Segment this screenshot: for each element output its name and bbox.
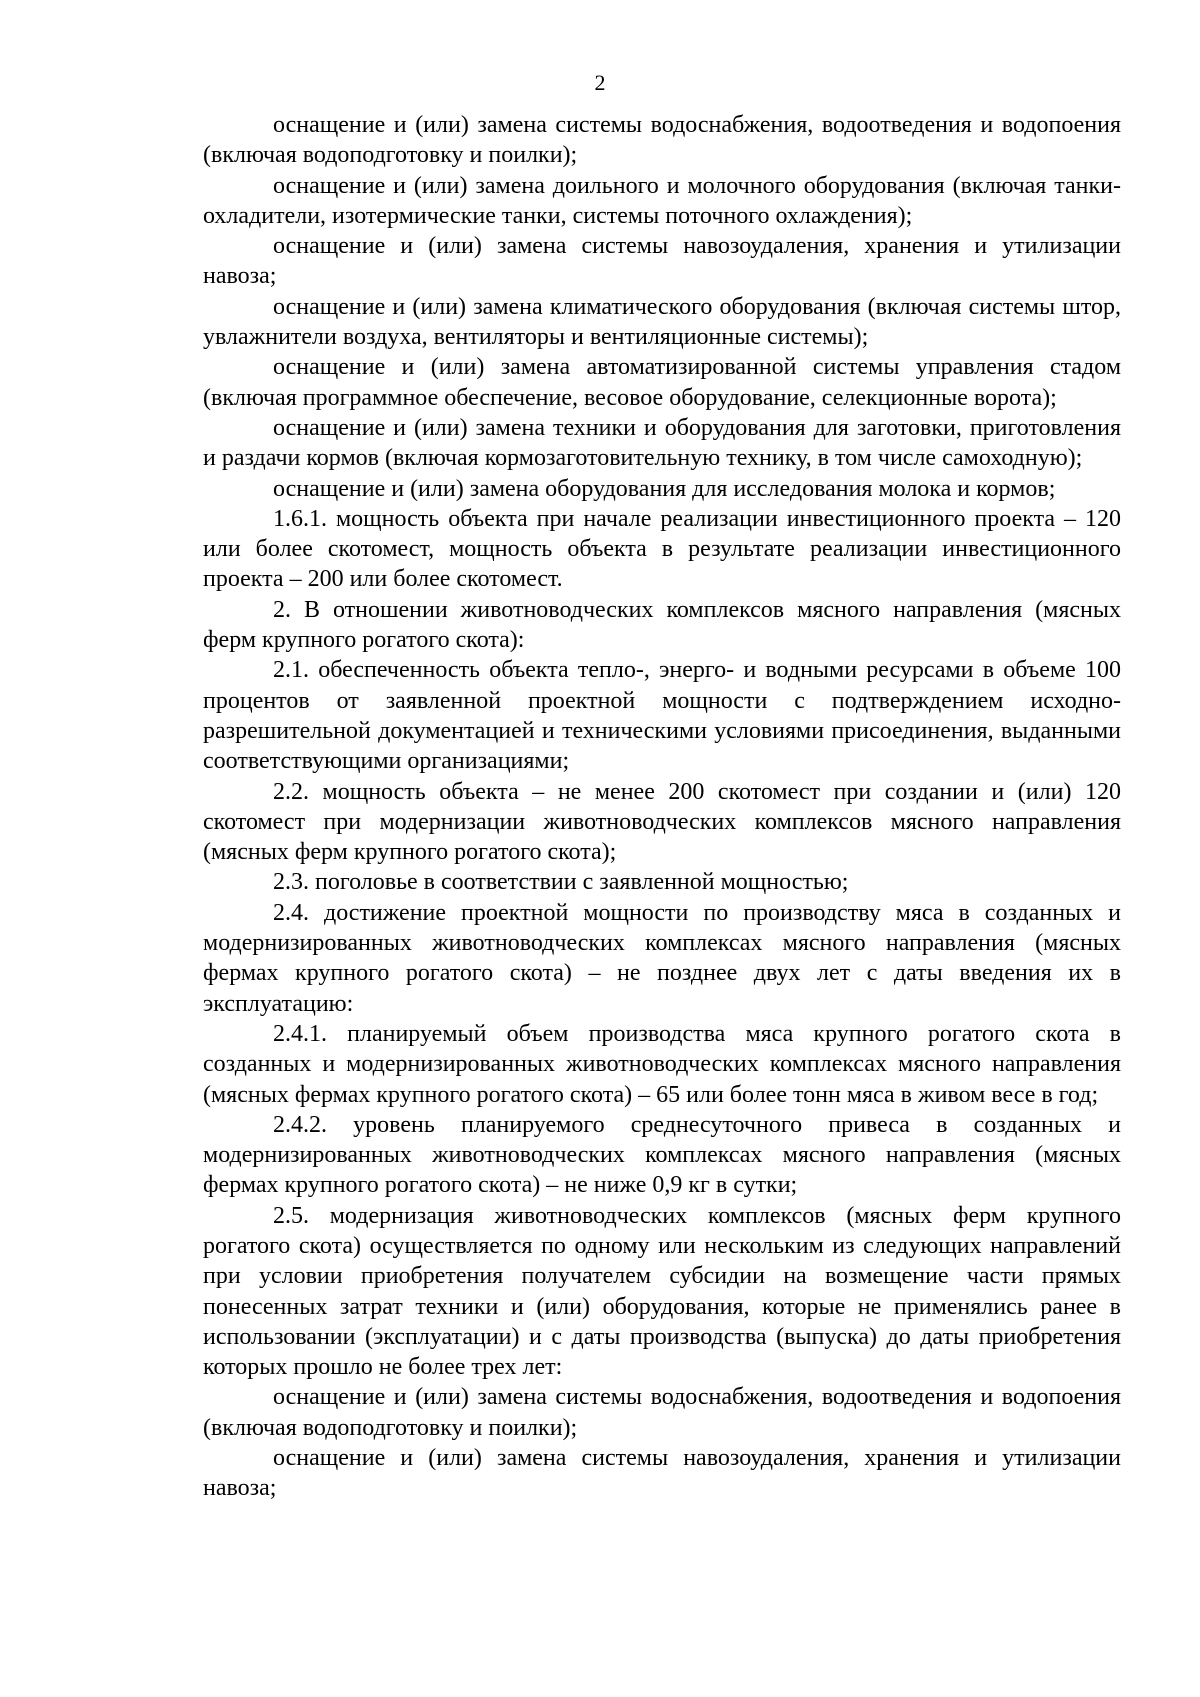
paragraph: оснащение и (или) замена автоматизированной системы управления стадом (включая программное обеспечение, весовое оборудование, селекционные ворота); [203,354,1121,411]
paragraph: 1.6.1. мощность объекта при начале реализации инвестиционного проекта – 120 или более скотомест, мощность объекта в результате реализации инвестиционного проекта – 200 или более скотомест. [203,505,1121,593]
paragraph: 2.1. обеспеченность объекта тепло-, энерго- и водными ресурсами в объеме 100 процентов от заявленной проектной мощности с подтверждением исходно-разрешительной документацией и техническими условиями присоединения, выданными соответствующими организациями; [203,657,1121,775]
paragraph: оснащение и (или) замена системы навозоудаления, хранения и утилизации навоза; [203,233,1121,290]
page-number: 2 [594,70,606,95]
paragraph: 2. В отношении животноводческих комплексов мясного направления (мясных ферм крупного рогатого скота): [203,596,1121,654]
paragraph: оснащение и (или) замена доильного и молочного оборудования (включая танки-охладители, изотермические танки, системы поточного охлаждения); [203,172,1121,229]
paragraph: 2.4.1. планируемый объем производства мяса крупного рогатого скота в созданных и модернизированных животноводческих комплексах мясного направления (мясных фермах крупного рогатого скота) – 65 или более тонн мяса в живом весе в год; [203,1020,1121,1108]
document-body [203,110,1121,1504]
paragraph: оснащение и (или) замена системы водоснабжения, водоотведения и водопоения (включая водоподготовку и поилки); [203,1384,1121,1441]
paragraph: 2.2. мощность объекта – не менее 200 скотомест при создании и (или) 120 скотомест при модернизации животноводческих комплексов мясного направления (мясных ферм крупного рогатого скота); [203,778,1121,866]
paragraph: 2.4.2. уровень планируемого среднесуточного привеса в созданных и модернизированных животноводческих комплексах мясного направления (мясных фермах крупного рогатого скота) – не ниже 0,9 кг в сутки; [203,1111,1121,1199]
paragraph: 2.4. достижение проектной мощности по производству мяса в созданных и модернизированных животноводческих комплексах мясного направления (мясных фермах крупного рогатого скота) – не позднее двух лет с даты введения их в эксплуатацию: [203,899,1121,1017]
paragraph: оснащение и (или) замена техники и оборудования для заготовки, приготовления и раздачи кормов (включая кормозаготовительную технику, в том числе самоходную); [203,414,1121,472]
paragraph: оснащение и (или) замена системы водоснабжения, водоотведения и водопоения (включая водоподготовку и поилки); [203,112,1121,169]
paragraph: оснащение и (или) замена климатического оборудования (включая системы штор, увлажнители воздуха, вентиляторы и вентиляционные системы); [203,293,1121,351]
paragraph: оснащение и (или) замена системы навозоудаления, хранения и утилизации навоза; [203,1445,1121,1502]
paragraph: оснащение и (или) замена оборудования для исследования молока и кормов; [273,475,1056,502]
paragraph: 2.3. поголовье в соответствии с заявленной мощностью; [273,869,849,896]
paragraph: 2.5. модернизация животноводческих комплексов (мясных ферм крупного рогатого скота) осуществляется по одному или нескольким из следующих направлений при условии приобретения получателем субсидии на возмещение части прямых понесенных затрат техники и (или) оборудования, которые не применялись ранее в использовании (эксплуатации) и с даты производства (выпуска) до даты приобретения которых прошло не более трех лет: [203,1202,1121,1381]
